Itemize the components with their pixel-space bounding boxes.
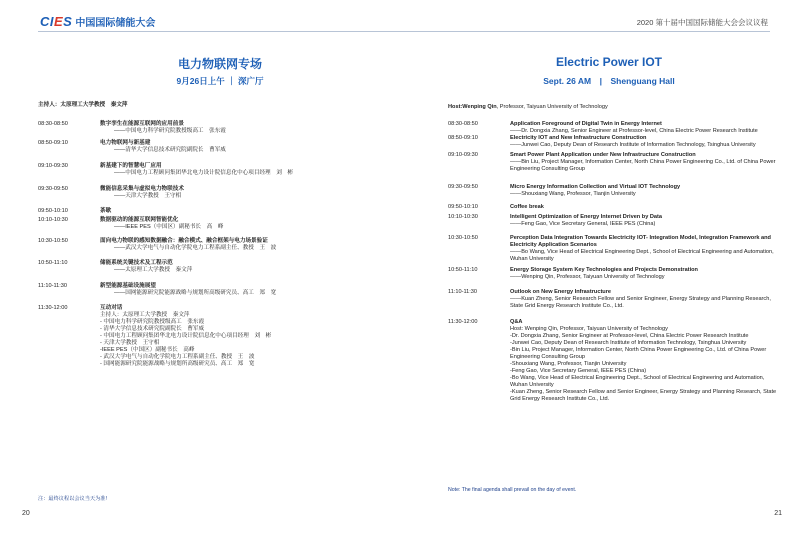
agenda-content (510, 204, 778, 211)
agenda-content (100, 305, 378, 368)
agenda-speaker: ——Junwei Cao, Deputy Dean of Research Institute of Information Technology, Tsinghua University (510, 142, 756, 148)
session-title: Electric Power IOT (555, 55, 663, 69)
agenda-time: 11:10-11:30 (448, 289, 478, 295)
header-conference-title: 2020 第十届中国国际储能大会会议议程 (636, 18, 768, 27)
agenda-topic: 新基建下的智慧电厂应用 (100, 163, 162, 169)
agenda-content (100, 260, 378, 274)
agenda-topic: Q&A (510, 319, 523, 325)
agenda-item (448, 235, 778, 263)
agenda-topic: Coffee break (510, 204, 544, 210)
agenda-item (38, 217, 378, 231)
agenda-content (510, 235, 778, 263)
agenda-topic: Perception Data Integration Towards Electricity IOT- Integration Model, Integration Framework and Electricity Application Scenarios (510, 235, 771, 248)
agenda-speaker: -Junwei Cao, Deputy Dean of Research Institute of Information Technology, Tsinghua University (510, 340, 747, 346)
agenda-speaker: ——Shouxiang Wang, Professor, Tianjin University (510, 191, 636, 197)
agenda-time: 11:10-11:30 (38, 283, 68, 289)
agenda-topic: Outlook on New Energy Infrastructure (510, 289, 612, 295)
agenda-time: 10:50-11:10 (38, 260, 68, 266)
agenda-item (448, 184, 778, 198)
agenda-topic: Smart Power Plant Application under New Infrastructure Construction (510, 152, 696, 158)
agenda-speaker: -Kuan Zheng, Senior Research Fellow and Senior Engineer, Energy Strategy and Planning Research, State Grid Energy Research Institute Co., Ltd. (510, 389, 777, 402)
right-page (400, 0, 800, 541)
agenda-content (510, 289, 778, 310)
agenda-topic: 储能系统关键技术及工程示范 (100, 260, 173, 266)
header-divider (38, 31, 400, 32)
agenda-item (448, 152, 778, 173)
agenda-time: 09:10-09:30 (38, 163, 68, 169)
page-number: 20 (22, 510, 30, 517)
agenda-time: 09:30-09:50 (448, 184, 478, 190)
agenda-topic: 数字孪生在能源互联网的应用前景 (100, 121, 184, 127)
agenda-time: 10:30-10:50 (38, 238, 68, 244)
agenda-item (38, 260, 378, 274)
agenda-item (448, 135, 778, 149)
agenda-topic: Energy Storage System Key Technologies and Projects Demonstration (510, 267, 698, 273)
agenda-topic: Electricity IOT and New Infrastructure Construction (510, 135, 647, 141)
agenda-time: 11:30-12:00 (38, 305, 68, 311)
agenda-content (510, 152, 778, 173)
agenda-speaker: ——Kuan Zheng, Senior Research Fellow and Senior Engineer, Energy Strategy and Planning Research, State Grid Energy Research Institute Co., Ltd. (510, 296, 771, 309)
agenda-topic: 数据驱动的能源互联网智能优化 (100, 217, 179, 223)
session-time-venue: 9月26日上午 ｜ 深广厅 (176, 76, 264, 86)
agenda-content (100, 238, 378, 252)
agenda-content (100, 121, 378, 135)
agenda-note: Note: The final agenda shall prevail on the day of event. (448, 487, 577, 493)
agenda-topic: Application Foreground of Digital Twin in Energy Internet (510, 121, 662, 127)
agenda-content (100, 217, 378, 231)
agenda-content (100, 208, 378, 215)
agenda-time: 10:30-10:50 (448, 235, 478, 241)
agenda-content (510, 184, 778, 198)
agenda-content (510, 214, 778, 228)
agenda-item (448, 214, 778, 228)
agenda-time: 10:10-10:30 (448, 214, 478, 220)
agenda-speaker: -Bin Liu, Project Manager, Information Center, North China Power Engineering Co., Ltd. of China Power Engineering Consulting Group (510, 347, 767, 360)
agenda-item (38, 121, 378, 135)
header-divider (400, 31, 770, 32)
agenda-time: 11:30-12:00 (448, 319, 478, 325)
agenda-note: 注：最终议程以会议当天为准! (38, 496, 107, 502)
agenda-content (510, 121, 778, 135)
agenda-time: 09:30-09:50 (38, 186, 68, 192)
agenda-item (448, 319, 778, 403)
agenda-item (448, 121, 778, 135)
agenda-speaker: ——中国电力科学研究院教授级高工 张东霞 (114, 128, 226, 134)
agenda-time: 08:50-09:10 (38, 140, 68, 146)
agenda-speaker: - 中国电力科学研究院教授级高工 张东霞 (100, 319, 205, 325)
agenda-topic: Intelligent Optimization of Energy Internet Driven by Data (510, 214, 662, 220)
agenda-topic: 茶歇 (100, 208, 112, 214)
session-host: 主持人：太原理工大学教授 秦文萍 (38, 102, 128, 108)
agenda-speaker: ——天津大学教授 王守相 (114, 193, 182, 199)
agenda-speaker: ——中国电力工程顾问集团华北电力设计院信息化中心项目经理 刘 彬 (114, 170, 294, 176)
agenda-speaker: -Bo Wang, Vice Head of Electrical Engineering Dept., School of Electrical Engineering and Automation, Wuhan University (510, 375, 765, 388)
agenda-item (38, 208, 378, 215)
agenda-topic: 电力物联网与新基建 (100, 140, 151, 146)
agenda-speaker: ——Dr. Dongxia Zhang, Senior Engineer at Professor-level, China Electric Power Research Institute (510, 128, 758, 134)
agenda-topic: 互动对话 (100, 305, 123, 311)
agenda-topic: 新型能源基础设施展望 (100, 283, 156, 289)
agenda-speaker: ——Wenping Qin, Professor, Taiyuan University of Technology (510, 274, 665, 280)
session-time-venue: Sept. 26 AM | Shenguang Hall (543, 76, 675, 86)
agenda-time: 08:50-09:10 (448, 135, 478, 141)
agenda-item (448, 289, 778, 310)
agenda-content (100, 163, 378, 177)
agenda-speaker: Host: Wenping Qin, Professor, Taiyuan University of Technology (510, 326, 668, 332)
agenda-speaker: -IEEE PES（中国区）副秘书长 高峰 (100, 347, 195, 353)
agenda-item (38, 305, 378, 368)
agenda-speaker: - 中国电力工程顾问集团华北电力设计院信息化中心项目经理 刘 彬 (100, 333, 272, 339)
session-title: 电力物联网专场 (177, 57, 262, 71)
agenda-time: 10:10-10:30 (38, 217, 68, 223)
agenda-time: 09:50-10:10 (448, 204, 478, 210)
agenda-item (38, 186, 378, 200)
agenda-content (510, 319, 778, 403)
agenda-speaker: - 国网能源研究院能源战略与规划所高级研究员、高工 郑 宽 (100, 361, 255, 367)
agenda-speaker: ——IEEE PES（中国区）副秘书长 高 峰 (114, 224, 224, 230)
agenda-item (38, 140, 378, 154)
agenda-content (100, 186, 378, 200)
agenda-item (38, 163, 378, 177)
session-host: Host:Wenping Qin, Professor, Taiyuan University of Technology (448, 104, 608, 110)
agenda-content (100, 140, 378, 154)
agenda-item (448, 267, 778, 281)
agenda-topic: 微能信息采集与虚拟电力物联技术 (100, 186, 184, 192)
agenda-time: 09:10-09:30 (448, 152, 478, 158)
agenda-speaker: ——Bo Wang, Vice Head of Electrical Engineering Dept., School of Electrical Engineering and Automation, Wuhan University (510, 249, 774, 262)
agenda-time: 08:30-08:50 (448, 121, 478, 127)
agenda-speaker: ——武汉大学电气与自动化学院电力工程系副主任、教授 王 波 (114, 245, 277, 251)
agenda-time: 08:30-08:50 (38, 121, 68, 127)
agenda-speaker: ——Bin Liu, Project Manager, Information Center, North China Power Engineering Co., Ltd. of China Power Engineering Consulting Group (510, 159, 776, 172)
conference-logo (40, 14, 155, 29)
agenda-topic: Micro Energy Information Collection and Virtual IOT Technology (510, 184, 681, 190)
agenda-speaker: - 武汉大学电气与自动化学院电力工程系副主任、教授 王 波 (100, 354, 255, 360)
agenda-item (38, 283, 378, 297)
agenda-time: 10:50-11:10 (448, 267, 478, 273)
agenda-speaker: -Dr. Dongxia Zhang, Senior Engineer at Professor-level, China Electric Power Research Institute (510, 333, 749, 339)
cies-logo-mark: CIES (40, 14, 73, 29)
agenda-item (38, 238, 378, 252)
agenda-speaker: -Shouxiang Wang, Professor, Tianjin University (510, 361, 627, 367)
agenda-content (510, 267, 778, 281)
agenda-speaker: - 清华大学信息技术研究院副院长 曹军威 (100, 326, 205, 332)
agenda-speaker: 主持人：太原理工大学教授 秦文萍 (100, 312, 190, 318)
agenda-time: 09:50-10:10 (38, 208, 68, 214)
agenda-speaker: ——Feng Gao, Vice Secretary General, IEEE PES (China) (510, 221, 656, 227)
agenda-speaker: -Feng Gao, Vice Secretary General, IEEE PES (China) (510, 368, 647, 374)
agenda-item (448, 204, 778, 211)
agenda-content (100, 283, 378, 297)
agenda-speaker: ——国网能源研究院能源战略与规划所高级研究员、高工 郑 宽 (114, 290, 277, 296)
logo-text: 中国国际储能大会 (75, 18, 156, 29)
agenda-speaker: - 天津大学教授 王守相 (100, 340, 160, 346)
page-number: 21 (774, 510, 782, 517)
agenda-content (510, 135, 778, 149)
agenda-speaker: ——太原理工大学教授 秦文萍 (114, 267, 193, 273)
agenda-topic: 面向电力物联的感知数据融合：融合模式、融合框架与电力场景验证 (100, 238, 268, 244)
agenda-speaker: ——清华大学信息技术研究院副院长 曹军威 (114, 147, 226, 153)
